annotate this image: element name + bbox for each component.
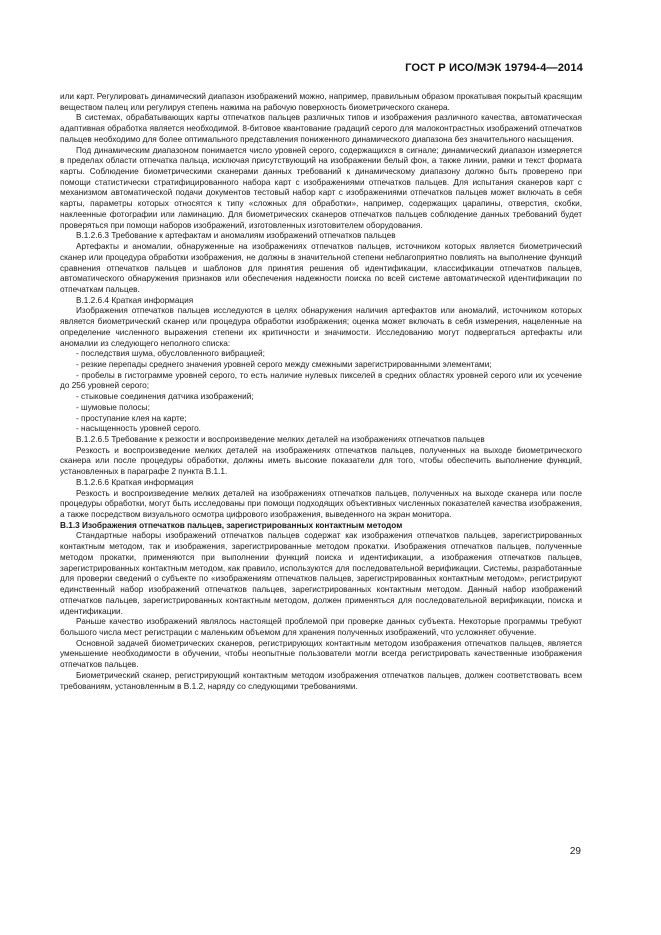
body-paragraph: Артефакты и аномалии, обнаруженные на изображениях отпечатков пальцев, источником которых является биометрический сканер или процедура обработки изображения, не должны в значительной степени неблагоприятно повлиять на выполнение функций сравнения отпечатков пальцев и шаблонов для принятия решения об идентификации, классификации отпечатков пальцев, автоматического обнаружения признаков или обеспечения надежности поиска по всей системе автоматической идентификации по отпечаткам пальцев. <box>60 242 582 294</box>
body-paragraph: Резкость и воспроизведение мелких деталей на изображениях отпечатков пальцев, полученных на выходе биометрического сканера или после процедуры обработки, должны иметь высокие показатели для того, чтобы обеспечить выполнение функций, установленных в параграфе 2 пункта В.1.1. <box>60 445 582 477</box>
document-body <box>60 92 582 692</box>
body-paragraph: - насыщенность уровней серого. <box>76 424 201 434</box>
body-paragraph: В системах, обрабатывающих карты отпечатков пальцев различных типов и изображения различного качества, автоматическая адаптивная обработка является необходимой. 8-битовое квантование градаций серого для малоконтрастных изображений отпечатков пальцев необходимо для более оптимального представления пониженного динамического диапазона без значительного насыщения. <box>60 113 582 144</box>
body-paragraph: Резкость и воспроизведение мелких деталей на изображениях отпечатков пальцев, полученных на выходе сканера или после процедуры обработки, могут быть исследованы при помощи подходящих объективных численных показателей качества изображения, а также посредством визуального осмотра цифрового изображения, выведенного на экран монитора. <box>60 488 582 520</box>
body-paragraph: Основной задачей биометрических сканеров, регистрирующих контактным методом изображения отпечатков пальцев, является уменьшение необходимости в обучении, чтобы неопытные пользователи могли всегда регистрировать качественные изображения отпечатков пальцев. <box>60 638 582 670</box>
body-paragraph: Стандартные наборы изображений отпечатков пальцев содержат как изображения отпечатков пальцев, зарегистрированных контактным методом, так и изображения, зарегистрированные методом прокатки. Изображения отпечатков пальцев, полученные методом прокатки, применяются при выполнении функций поиска и идентификации, а изображения отпечатков пальцев, зарегистрированных контактным методом, как правило, используются для последовательной верификации. Системы, разработанные для проверки сведений о субъекте по «изображениям отпечатков пальцев, зарегистрированных контактным методом», регистрируют единственный набор изображений отпечатков пальцев, зарегистрированных контактным методом. Данный набор изображений отпечатков пальцев, зарегистрированных контактным методом, должен применяться для последовательной верификации, поиска и идентификации. <box>60 531 582 616</box>
body-paragraph: - стыковые соединения датчика изображений; <box>76 392 254 402</box>
body-paragraph: - проступание клея на карте; <box>76 413 187 423</box>
body-paragraph: Изображения отпечатков пальцев исследуются в целях обнаружения наличия артефактов или аномалий, источником которых является биометрический сканер или процедура обработки изображения; оценка может включать в себя измерения, нацеленные на определение численного выражения степени их критичности и значимости. Исследованию могут подвергаться артефакты или аномалии из следующего неполного списка: <box>60 306 582 348</box>
body-paragraph: - резкие перепады среднего значения уровней серого между смежными зарегистрированными элементами; <box>76 359 492 369</box>
body-paragraph: Под динамическим диапазоном понимается число уровней серого, содержащихся в сигнале; динамический диапазон измеряется в пределах области отпечатка пальца, исключая присутствующий на изображении белый фон, а также линии, рамки и текст формата карты. Соблюдение биометрическими сканерами данных требований к динамическому диапазону должно быть проверено при помощи статистически стратифицированного набора карт с изображениями отпечатков пальцев. Для испытания сканеров карт с механизмом автоматической подачи документов тестовый набор карт с изображениями отпечатков пальцев может включать в себя карты, параметры которых относятся к типу «сложных для обработки», например, содержащих царапины, отверстия, скобки, наклеенные фотографии или ламинацию. Для биометрических сканеров отпечатков пальцев соблюдение данных требований будет проверяться при помощи наборов изображений, изготовленных изготовителем оборудования. <box>60 145 582 230</box>
body-paragraph: В.1.2.6.3 Требование к артефактам и аномалиям изображений отпечатков пальцев <box>76 231 396 241</box>
body-paragraph: или карт. Регулировать динамический диапазон изображений можно, например, правильным образом прокатывая покрытый красящим веществом палец или регулируя степень нажима на рабочую поверхность биометрического сканера. <box>60 92 582 112</box>
page-number: 29 <box>569 846 581 857</box>
body-paragraph: - последствия шума, обусловленного вибрацией; <box>76 349 265 359</box>
body-paragraph: В.1.2.6.6 Краткая информация <box>76 477 194 487</box>
body-paragraph: В.1.2.6.5 Требование к резкости и воспроизведение мелких деталей на изображениях отпечатков пальцев <box>76 435 485 444</box>
section-heading: В.1.3 Изображения отпечатков пальцев, зарегистрированных контактным методом <box>60 520 403 530</box>
body-paragraph: - пробелы в гистограмме уровней серого, то есть наличие нулевых пикселей в средних областях уровней серого или их усечение до 256 уровней серого; <box>60 370 582 391</box>
body-paragraph: В.1.2.6.4 Краткая информация <box>76 295 194 305</box>
body-paragraph: - шумовые полосы; <box>76 402 150 412</box>
body-paragraph: Раньше качество изображений являлось настоящей проблемой при проверке данных субъекта. Некоторые программы требуют большого числа мест регистрации с маленьким объемом для хранения полученных изображений, что усложняет обучение. <box>60 617 582 637</box>
body-paragraph: Биометрический сканер, регистрирующий контактным методом изображения отпечатков пальцев, должен соответствовать всем требованиям, установленным в В.1.2, наряду со следующими требованиями. <box>60 670 582 691</box>
document-code-header: ГОСТ Р ИСО/МЭК 19794-4—2014 <box>405 62 583 74</box>
